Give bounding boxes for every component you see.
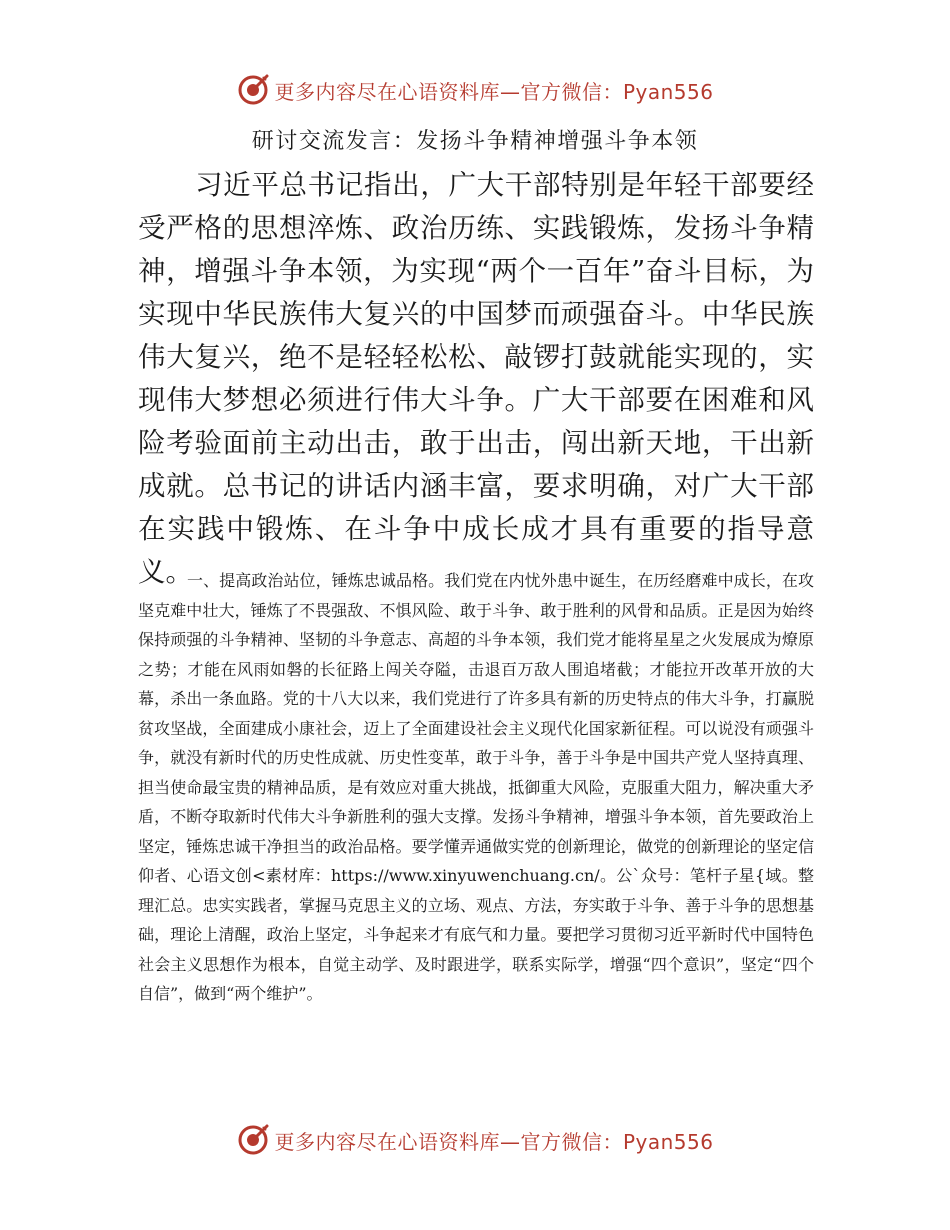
pen-logo-icon: [236, 1123, 270, 1157]
footer-watermark-text: 更多内容尽在心语资料库—官方微信：Pyan556: [274, 1129, 714, 1154]
header-watermark-text: 更多内容尽在心语资料库—官方微信：Pyan556: [274, 79, 714, 104]
intro-paragraph: 习近平总书记指出，广大干部特别是年轻干部要经受严格的思想淬炼、政治历练、实践锻炼，发扬斗争精神，增强斗争本领，为实现“两个一百年”奋斗目标，为实现中华民族伟大复兴的中国梦而顽强奋斗。中华民族伟大复兴，绝不是轻轻松松、敲锣打鼓就能实现的，实现伟大梦想必须进行伟大斗争。广大干部要在困难和风险考验面前主动出击，敢于出击，闯出新天地，干出新成就。总书记的讲话内涵丰富，要求明确，对广大干部在实践中锻炼、在斗争中成长成才具有重要的指导意义。: [138, 169, 814, 588]
document-title: 研讨交流发言：发扬斗争精神增强斗争本领: [251, 129, 699, 154]
footer-watermark-banner: [0, 1120, 950, 1160]
section-1-paragraph: 一、提高政治站位，锤炼忠诚品格。我们党在内忧外患中诞生，在历经磨难中成长，在攻坚克难中壮大，锤炼了不畏强敌、不惧风险、敢于斗争、敢于胜利的风骨和品质。正是因为始终保持顽强的斗争精神、坚韧的斗争意志、高超的斗争本领，我们党才能将星星之火发展成为燎原之势；才能在风雨如磐的长征路上闯关夺隘，击退百万敌人围追堵截；才能拉开改革开放的大幕，杀出一条血路。党的十八大以来，我们党进行了许多具有新的历史特点的伟大斗争，打赢脱贫攻坚战，全面建成小康社会，迈上了全面建设社会主义现代化国家新征程。可以说没有顽强斗争，就没有新时代的历史性成就、历史性变革，敢于斗争，善于斗争是中国共产党人坚持真理、担当使命最宝贵的精神品质，是有效应对重大挑战，抵御重大风险，克服重大阻力，解决重大矛盾，不断夺取新时代伟大斗争新胜利的强大支撑。发扬斗争精神，增强斗争本领，首先要政治上坚定，锤炼忠诚干净担当的政治品格。要学懂弄通做实党的创新理论，做党的创新理论的坚定信仰者、心语文创<素材库：https://www.xinyuwenchuang.cn/。公`众号：笔杆子星{域。整理汇总。忠实实践者，掌握马克思主义的立场、观点、方法，夯实敢于斗争、善于斗争的思想基础，理论上清醒，政治上坚定，斗争起来才有底气和力量。要把学习贯彻习近平新时代中国特色社会主义思想作为根本，自觉主动学、及时跟进学，联系实际学，增强“四个意识”，坚定“四个自信”，做到“两个维护”。: [138, 571, 814, 1003]
pen-logo-icon: [236, 73, 270, 107]
header-watermark-banner: [0, 70, 950, 110]
